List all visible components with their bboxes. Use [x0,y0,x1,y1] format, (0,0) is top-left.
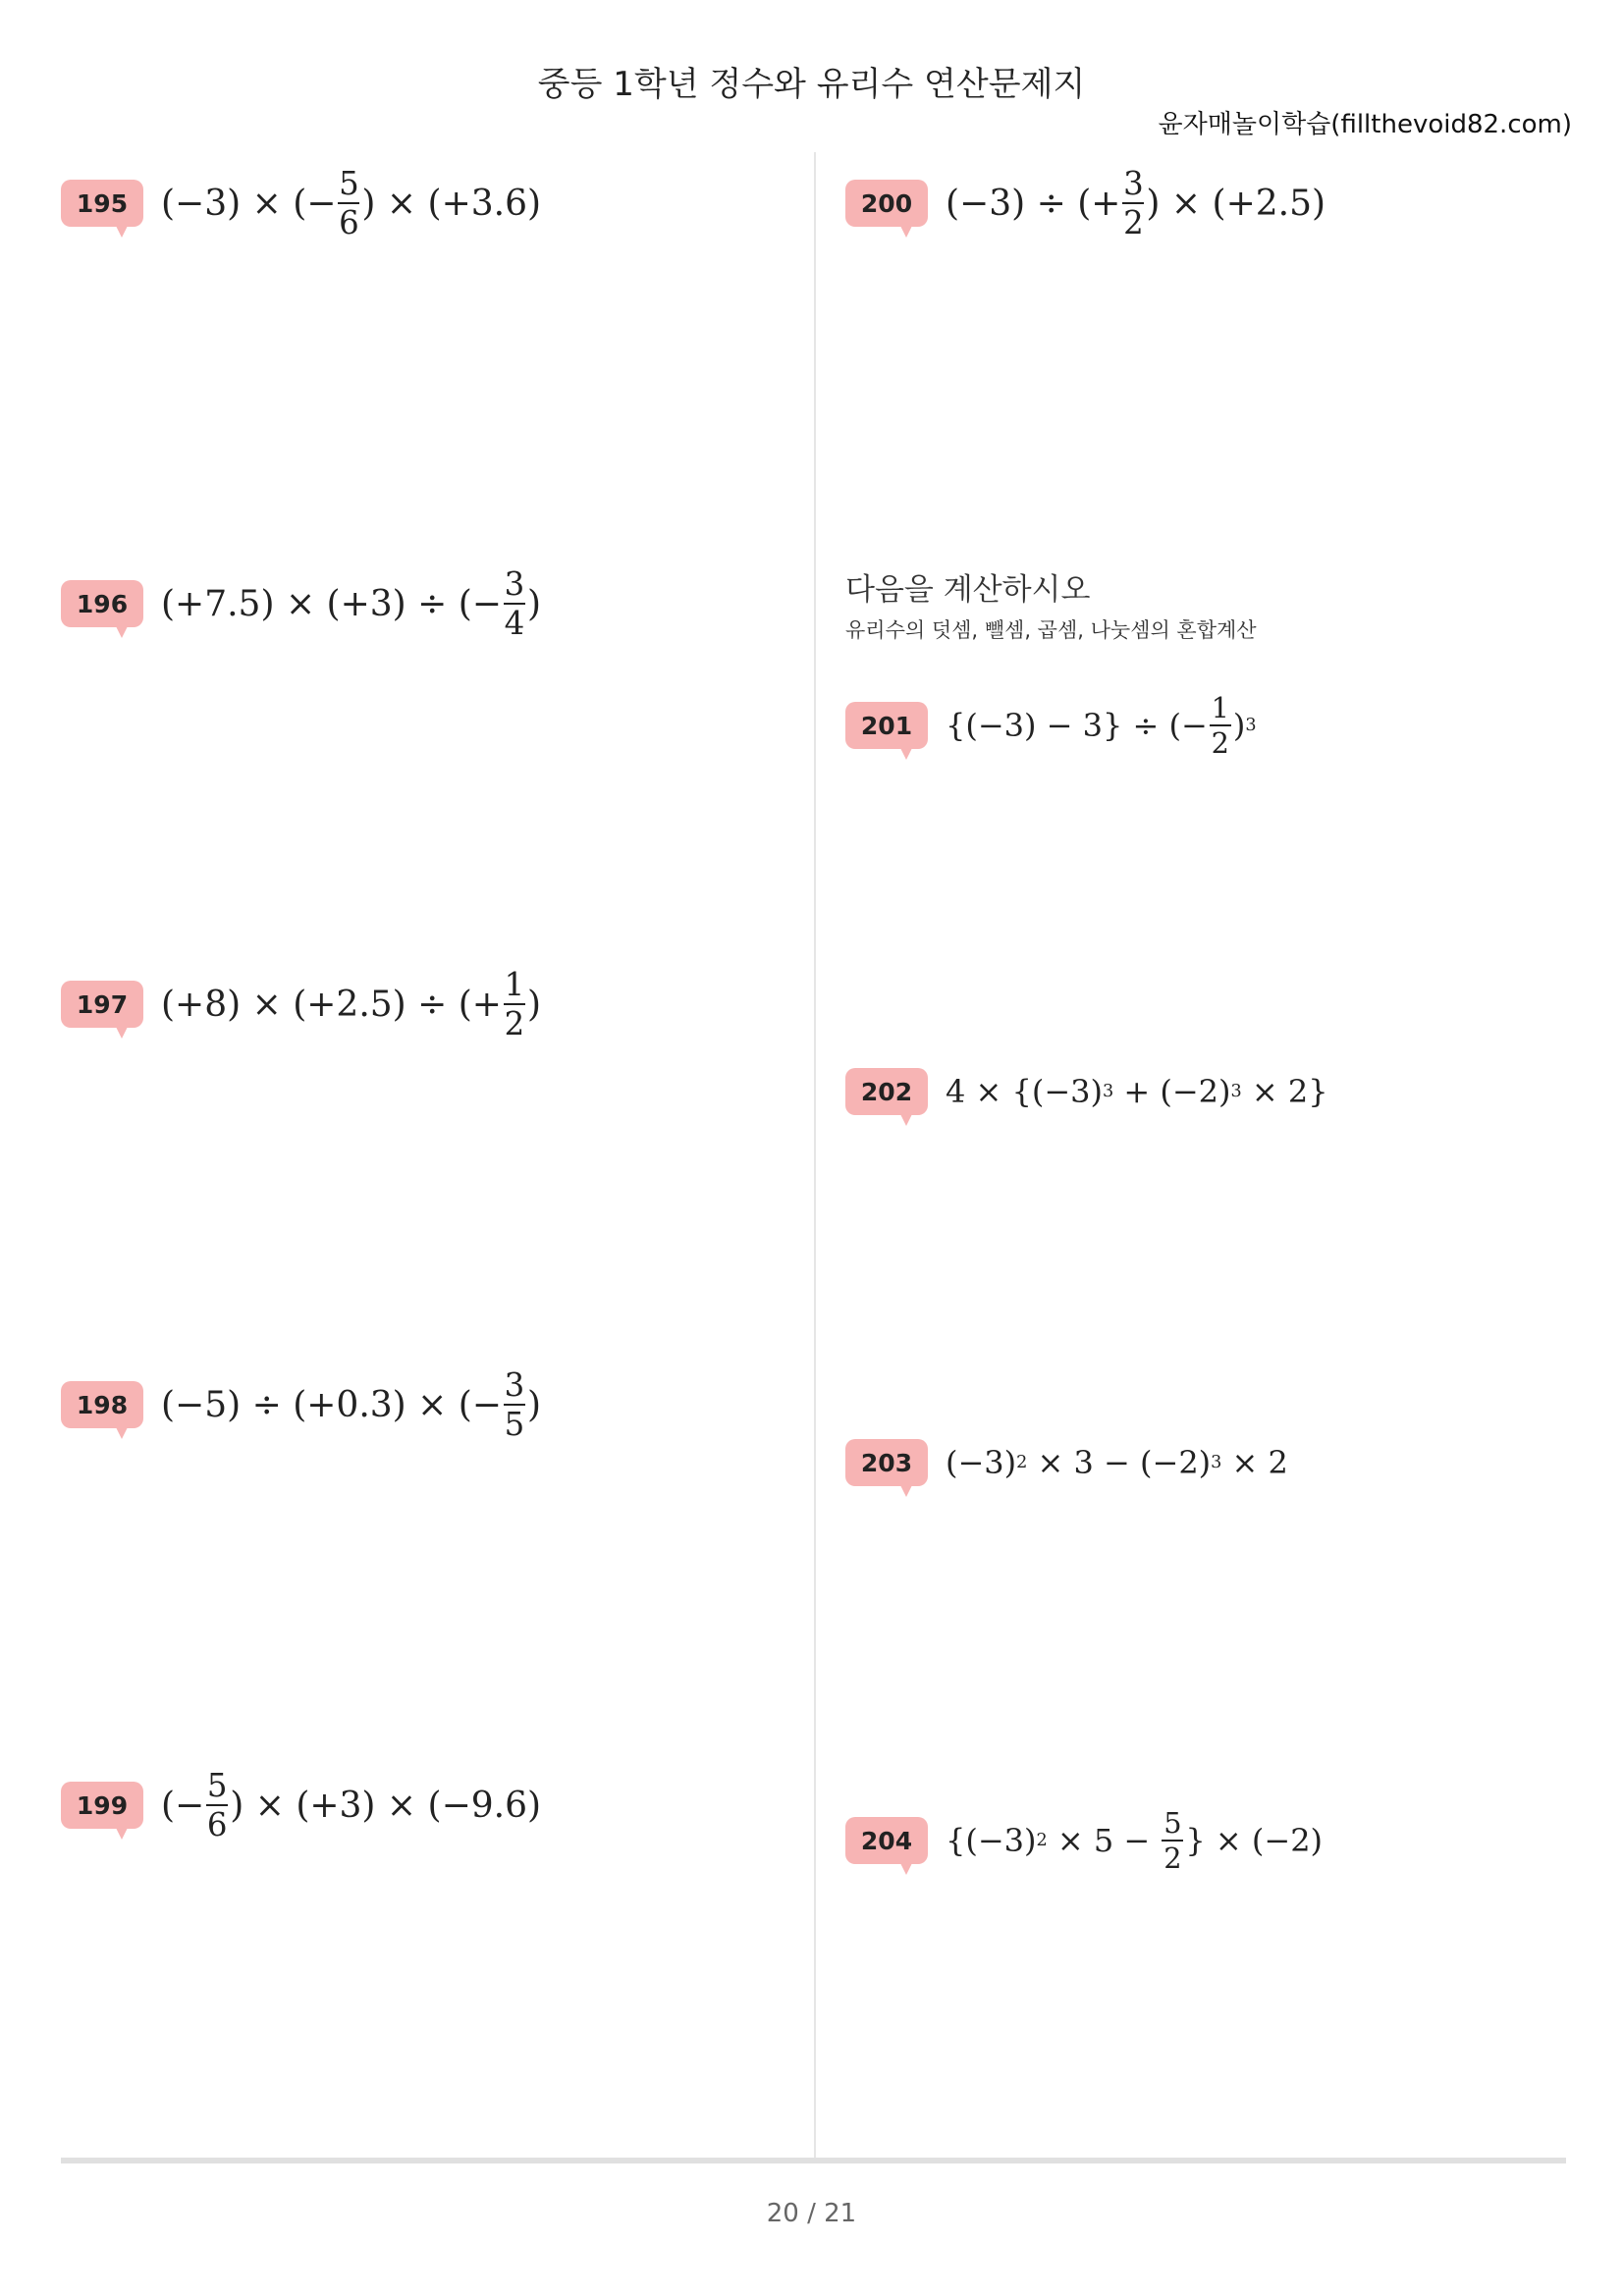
expression-text: ) [526,984,542,1025]
denominator: 5 [504,1406,525,1444]
problem-number-badge: 200 [845,180,928,227]
expression-text: {(−3) − 3} ÷ (− [946,707,1208,745]
problem-number-badge: 197 [61,981,143,1028]
problem-199 [61,1769,541,1842]
expression-text: (+7.5) × (+3) ÷ (− [161,583,502,624]
instruction-heading: 다음을 계산하시오 [845,572,1091,608]
fraction [504,968,525,1041]
problem-201 [845,691,1257,761]
numerator: 3 [504,1366,525,1404]
math-expression [161,1769,541,1842]
math-expression [161,968,541,1041]
expression-text: (− [161,1785,205,1826]
problem-204 [845,1806,1324,1876]
exponent: 2 [1036,1831,1048,1851]
denominator: 6 [206,1806,228,1844]
math-expression [161,167,541,240]
denominator: 2 [504,1005,525,1043]
column-divider [814,152,816,2160]
problem-203 [845,1439,1288,1486]
expression-text: ) [526,1384,542,1425]
numerator: 5 [206,1767,228,1804]
denominator: 2 [1211,726,1229,761]
fraction [1162,1806,1183,1876]
math-expression [946,167,1325,240]
expression-text: × 2 [1221,1444,1288,1481]
fraction [206,1769,228,1842]
expression-text: (+8) × (+2.5) ÷ (+ [161,984,502,1025]
denominator: 6 [339,204,359,242]
exponent: 2 [1016,1453,1028,1472]
fraction [338,167,359,240]
fraction [504,1366,525,1444]
numerator: 3 [1123,165,1144,202]
expression-text: × 3 − (−2) [1027,1444,1212,1481]
denominator: 2 [1123,204,1144,242]
expression-text: ) × (+2.5) [1146,183,1326,224]
expression-text: 4 × {(−3) [946,1073,1104,1110]
denominator: 4 [504,605,525,643]
exponent: 3 [1211,1453,1222,1472]
denominator: 2 [1163,1842,1182,1876]
problem-number-badge: 204 [845,1817,928,1864]
exponent: 3 [1103,1082,1114,1101]
instruction-subheading: 유리수의 덧셈, 뺄셈, 곱셈, 나눗셈의 혼합계산 [845,618,1257,642]
math-expression [161,1366,542,1444]
expression-text: ) × (+3) × (−9.6) [230,1785,542,1826]
expression-text: + (−2) [1113,1073,1231,1110]
expression-text: (−5) ÷ (+0.3) × (− [161,1384,502,1425]
expression-text: ) [1232,707,1246,745]
numerator: 5 [339,165,359,202]
problem-number-badge: 196 [61,580,143,627]
problem-195 [61,167,541,240]
exponent: 3 [1245,716,1257,736]
expression-text: {(−3) [946,1822,1037,1860]
math-expression [946,1073,1328,1110]
exponent: 3 [1230,1082,1242,1101]
problem-198 [61,1366,542,1444]
expression-text: } × (−2) [1185,1822,1324,1860]
math-expression [946,1806,1324,1876]
problem-number-badge: 198 [61,1381,143,1428]
numerator: 1 [1211,691,1229,724]
problem-number-badge: 201 [845,702,928,749]
math-expression [161,565,542,643]
problem-number-badge: 202 [845,1068,928,1115]
math-expression [946,1444,1288,1481]
problem-number-badge: 199 [61,1782,143,1829]
expression-text: (−3) ÷ (+ [946,183,1121,224]
expression-text: ) [526,583,542,624]
problem-200 [845,167,1325,240]
fraction [504,565,525,643]
fraction [1210,691,1231,761]
numerator: 1 [504,966,525,1003]
problem-number-badge: 195 [61,180,143,227]
problem-202 [845,1068,1328,1115]
page-number: 20 / 21 [766,2199,857,2228]
fraction [1122,167,1144,240]
expression-text: ) × (+3.6) [361,183,542,224]
math-expression [946,691,1257,761]
numerator: 5 [1163,1806,1182,1840]
site-credit: 윤자매놀이학습(fillthevoid82.com) [1158,110,1572,139]
expression-text: × 2} [1241,1073,1328,1110]
page-title: 중등 1학년 정수와 유리수 연산문제지 [537,65,1086,104]
expression-text: (−3) [946,1444,1017,1481]
numerator: 3 [504,565,525,603]
problem-196 [61,565,542,643]
footer-divider [61,2158,1566,2163]
expression-text: × 5 − [1047,1822,1161,1860]
problem-number-badge: 203 [845,1439,928,1486]
expression-text: (−3) × (− [161,183,337,224]
problem-197 [61,968,541,1041]
